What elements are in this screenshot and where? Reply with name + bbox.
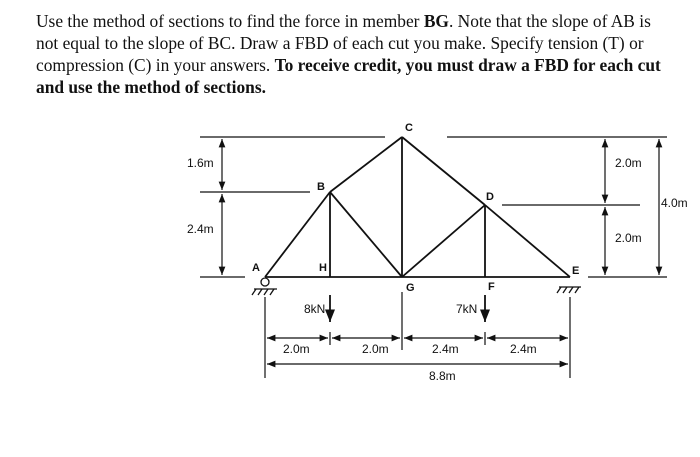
node-f-label: F	[488, 281, 495, 293]
dim-left-upper: 1.6m	[187, 156, 214, 170]
member-gd	[402, 205, 485, 277]
dim-right-upper: 2.0m	[615, 156, 642, 170]
dim-bottom-4: 2.4m	[510, 342, 537, 356]
node-b-label: B	[317, 181, 325, 193]
load-h-label: 8kN	[304, 302, 326, 316]
left-dimension-lines	[200, 137, 385, 277]
node-a-label: A	[252, 262, 260, 274]
dim-right-total: 4.0m	[661, 196, 688, 210]
credit-requirement: To receive credit, you must draw a FBD for each cut and use the method of sections.	[36, 55, 661, 97]
node-c-label: C	[405, 122, 413, 134]
dim-right-lower: 2.0m	[615, 231, 642, 245]
load-f-label: 7kN	[456, 302, 478, 316]
roller-support-e	[557, 287, 581, 293]
dim-bottom-1: 2.0m	[283, 342, 310, 356]
dim-left-lower: 2.4m	[187, 222, 214, 236]
dim-bottom-total: 8.8m	[429, 369, 456, 383]
node-e-label: E	[572, 265, 580, 277]
node-d-label: D	[486, 191, 494, 203]
member-cd	[402, 137, 485, 205]
problem-text-2: . Note that the slope of AB is not equal to the slope of BC. Draw a FBD of each cut you make. Specify tension (T) or compression (C) in your answers.	[36, 11, 651, 75]
member-de	[485, 205, 570, 277]
node-g-label: G	[406, 282, 415, 294]
member-bc	[330, 137, 402, 192]
problem-text-1: Use the method of sections to find the force in member	[36, 11, 424, 31]
truss-members	[265, 137, 570, 277]
dim-bottom-3: 2.4m	[432, 342, 459, 356]
pin-support-a	[252, 278, 277, 295]
member-bg	[330, 192, 402, 277]
member-bg-label: BG	[423, 11, 449, 31]
node-h-label: H	[319, 262, 327, 274]
dim-bottom-2: 2.0m	[362, 342, 389, 356]
